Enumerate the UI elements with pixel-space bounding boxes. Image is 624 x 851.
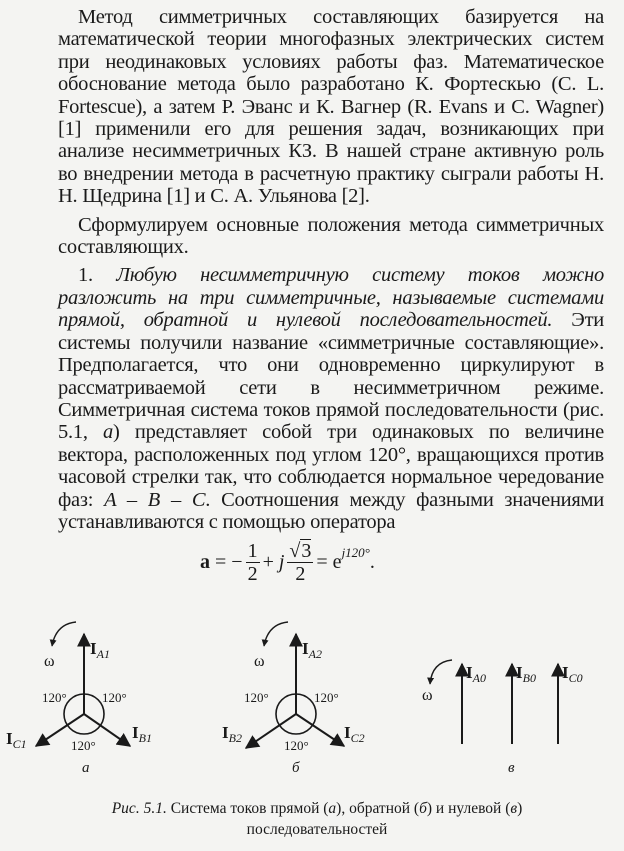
text-body	[58, 6, 604, 533]
label-IC2: $I_{C2}$	[344, 723, 365, 745]
label-IA1: $I_{A1}$	[90, 639, 110, 661]
caption-text: Система токов прямой (	[170, 800, 329, 817]
frac-num-sqrt	[287, 539, 313, 563]
fig-ref-a: а	[103, 421, 114, 444]
label-IA2: $I_{A2}$	[302, 639, 322, 661]
label-IC1: $I_{C1}$	[6, 729, 27, 751]
formula-j: j	[278, 550, 285, 573]
sqrt-sign: √	[289, 540, 301, 562]
formula-e: e	[332, 550, 342, 573]
caption-ref-b: б	[419, 800, 427, 817]
diagram-label-c: в	[508, 760, 515, 776]
formula-dot: .	[369, 550, 375, 573]
caption-text: ), обратной (	[336, 800, 420, 817]
caption-ref-a: а	[328, 800, 337, 817]
diagram-a-positive-sequence	[6, 622, 152, 776]
angle-label: 120°	[284, 738, 309, 753]
angle-label: 120°	[71, 738, 96, 753]
omega-label: ω	[254, 653, 265, 670]
paragraph-statement: Сформулируем основные положения метода симметричных составляющих.	[58, 213, 604, 259]
fraction-sqrt3-half	[287, 539, 313, 585]
phase-order: A – B – C	[104, 488, 206, 511]
omega-label: ω	[422, 687, 433, 704]
label-IB2: $I_{B2}$	[222, 723, 242, 745]
diagram-label-b: б	[292, 760, 300, 776]
label-IB1: $I_{B1}$	[132, 723, 152, 745]
sqrt-radicand: 3	[301, 540, 312, 562]
rotation-arrow-icon	[52, 622, 76, 646]
angle-label: 120°	[244, 690, 269, 705]
label-IA0: $I_{A0}$	[466, 663, 486, 685]
caption-line-2: последовательностей	[246, 821, 388, 838]
formula-minus: −	[231, 550, 243, 573]
frac-den: 2	[295, 563, 306, 585]
caption-prefix: Рис. 5.1.	[111, 800, 167, 817]
formula-plus: +	[262, 550, 274, 573]
paragraph-point-1	[58, 264, 604, 533]
formula-eq2: =	[316, 550, 328, 573]
label-IB0: $I_{B0}$	[516, 663, 536, 685]
paragraph-intro: Метод симметричных составляющих базируется на математической теории многофазных электрических систем при неодинаковых условиях работы фаз. Математическое обоснование метода было разработано К. Фортескью (C. L. Fortescue), а затем Р. Эванс и К. Вагнер (R. Evans и C. Wagner) [1] применили его для решения задач, возникающих при анализе несимметричных КЗ. В нашей стране активную роль во внедрении метода в расчетную практику сыграли работы Н. Н. Щедрина [1] и С. А. Ульянова [2].	[58, 6, 604, 208]
point-1-text-part2: ) представляет собой три одинаковых по величине вектора, расположенных под углом 120°, вращающихся против часовой стрелки так, что соблюдается нормальное чередование фаз:	[58, 421, 605, 511]
omega-label: ω	[44, 653, 55, 670]
rotation-arrow-icon	[264, 622, 288, 646]
diagram-c-zero-sequence	[422, 660, 583, 776]
caption-text: ) и нулевой (	[426, 800, 511, 817]
point-1-text-part1: Эти системы получили название «симметричные составляющие». Предполагается, что они одновременно циркулируют в рассматриваемой сети в несимметричном режиме. Симметричная система токов прямой последовательности (рис. 5.1,	[58, 309, 604, 444]
formula-exponent: j120°	[341, 545, 370, 560]
point-1-italic-statement: Любую несимметричную систему токов можно разложить на три симметричные, называемые системами прямой, обратной и нулевой последовательностей.	[58, 264, 605, 332]
diagram-b-negative-sequence	[222, 622, 365, 776]
label-IC0: $I_{C0}$	[562, 663, 583, 685]
formula-lhs: a	[200, 550, 210, 573]
operator-formula	[200, 532, 375, 592]
frac-den: 2	[247, 562, 258, 585]
formula-eq: =	[215, 550, 227, 573]
figure-caption	[50, 798, 584, 840]
caption-text: )	[517, 800, 523, 817]
caption-ref-c: в	[510, 800, 518, 817]
figure-5-1	[0, 610, 624, 795]
angle-label: 120°	[102, 690, 127, 705]
rotation-arrow-icon	[430, 660, 452, 684]
diagram-label-a: а	[82, 760, 90, 776]
fraction-one-half	[246, 540, 260, 585]
point-number: 1.	[78, 264, 93, 287]
angle-label: 120°	[314, 690, 339, 705]
angle-label: 120°	[42, 690, 67, 705]
point-1-text-part3: . Соотношения между фазными значениями устанавливаются с помощью оператора	[58, 488, 605, 533]
frac-num: 1	[247, 539, 258, 562]
